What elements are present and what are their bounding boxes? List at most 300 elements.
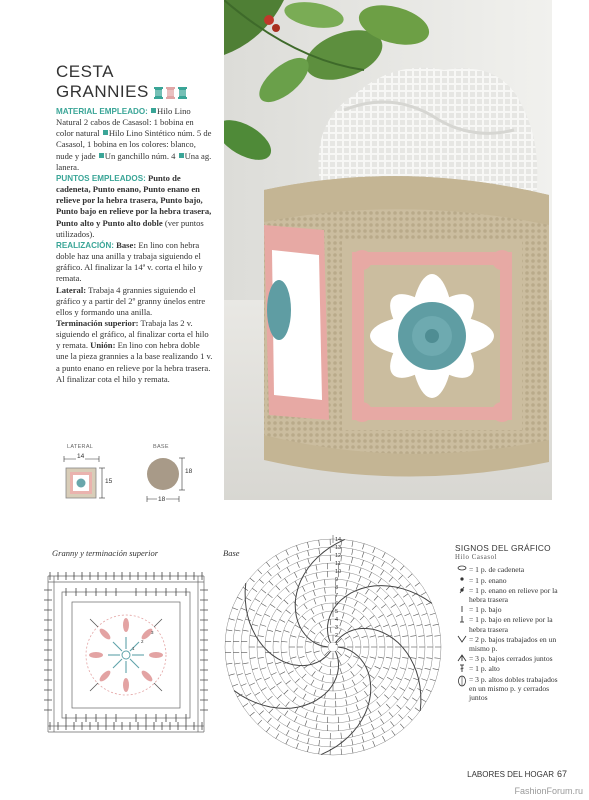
stitch-tick	[260, 668, 266, 670]
round-number: 2	[335, 633, 339, 639]
stitch-tick	[382, 561, 385, 566]
watermark: FashionForum.ru	[514, 786, 583, 796]
magazine-name: LABORES DEL HOGAR	[467, 770, 554, 779]
stitch-tick	[381, 719, 384, 724]
stitch-tick	[252, 668, 258, 670]
material-item-2: Hilo Lino Sintético núm. 5 de Casasol, 1 bobina en los colores: blanco, nude y jade	[56, 128, 212, 161]
bullet-icon	[179, 153, 184, 158]
round-number: 4	[335, 617, 339, 623]
stitch-tick	[383, 625, 389, 627]
stitch-tick	[302, 616, 306, 620]
stitch-tick	[355, 696, 358, 702]
stitch-tick	[322, 676, 324, 682]
stitch-tick	[276, 586, 280, 590]
stitch-tick	[312, 671, 316, 676]
stitch-tick	[430, 679, 436, 681]
material-item-3: Un ganchillo núm. 4	[104, 150, 176, 161]
stitch-tick	[250, 658, 256, 659]
stitch-tick	[394, 696, 399, 700]
stitch-tick	[352, 747, 353, 753]
stitch-tick	[297, 562, 299, 568]
granny-chart-title: Granny y terminación superior	[52, 548, 159, 558]
stitch-tick	[399, 714, 403, 718]
stitch-tick	[324, 580, 325, 586]
stitch-tick	[394, 594, 399, 598]
stitch-tick	[286, 702, 290, 707]
stitch-tick	[352, 739, 353, 745]
stitch-tick	[280, 672, 285, 675]
stitch-tick	[275, 630, 281, 632]
round-number: 8	[335, 585, 339, 591]
stitch-tick	[235, 663, 241, 664]
stitch-tick	[278, 574, 282, 579]
stitch-tick	[319, 732, 320, 738]
stitch-tick	[319, 623, 322, 628]
round-number: 7	[335, 593, 339, 599]
stitch-tick	[345, 691, 347, 697]
stitch-tick	[391, 604, 396, 607]
stitch-tick	[295, 679, 299, 683]
base-text: En lino con hebra doble haz una anilla y trabaja siguiendo el gráfico. Al finalizar la 14ª v. corta el hilo y remata.	[56, 239, 203, 284]
stitch-tick	[409, 688, 414, 691]
stitch-tick	[366, 589, 369, 594]
single-crochet-symbol-icon	[455, 605, 469, 614]
stitch-tick	[322, 613, 324, 619]
stitch-tick	[232, 684, 238, 686]
stitch-tick	[418, 658, 424, 659]
stitch-tick	[362, 560, 364, 566]
stitch-tick	[308, 550, 310, 556]
stitch-tick	[310, 631, 315, 635]
stitch-tick	[261, 603, 266, 606]
size-schematics	[58, 454, 208, 506]
increase-line	[336, 628, 421, 711]
stitch-tick	[295, 581, 298, 586]
bullet-icon	[103, 130, 108, 135]
slip-stitch-relief-symbol-icon	[455, 586, 469, 595]
svg-text:2: 2	[141, 639, 144, 644]
legend-item	[455, 586, 565, 604]
stitch-tick	[304, 604, 307, 609]
stitch-tick	[373, 548, 375, 554]
stitch-tick	[403, 594, 408, 598]
stitch-tick	[386, 657, 392, 658]
stitch-tick	[338, 717, 339, 723]
stitch-tick	[364, 598, 368, 603]
stitch-tick	[378, 636, 384, 637]
stitch-tick	[287, 567, 290, 572]
stitch-tick	[325, 701, 326, 707]
increase-line	[234, 651, 339, 708]
stitch-tick	[278, 716, 282, 721]
stitch-tick	[362, 552, 364, 558]
stitch-tick	[386, 704, 390, 708]
stitch-tick	[286, 680, 291, 684]
slip-stitch-symbol-icon	[455, 576, 469, 585]
stitch-tick	[269, 709, 273, 713]
stitch-tick	[430, 613, 436, 615]
union-text: En lino con hebra doble une la pieza grannies a la base realizando 1 v. a punto enano en relieve por la hebra trasera. Al finalizar cota el hilo y remata.	[56, 340, 213, 384]
terminacion-label: Terminación superior:	[56, 317, 139, 328]
stitch-tick	[413, 614, 419, 616]
stitch-tick	[342, 676, 344, 682]
stitch-tick	[276, 555, 279, 560]
stitch-tick	[288, 620, 293, 623]
stitch-tick	[294, 688, 298, 693]
base-chart-diagram	[216, 532, 452, 762]
stitch-tick	[313, 706, 315, 712]
stitch-tick	[351, 671, 355, 676]
stitch-tick	[372, 606, 376, 610]
stitch-tick	[387, 614, 392, 617]
stitch-tick	[362, 544, 364, 550]
round-number: 9	[335, 577, 339, 583]
stitch-tick	[392, 624, 398, 626]
legend-item-text: = 2 p. bajos trabajados en un mismo p.	[469, 634, 557, 654]
stitch-tick	[241, 608, 247, 610]
crochet-basket	[264, 176, 549, 476]
legend-item-text: = 1 p. alto	[469, 664, 500, 674]
puntos-heading: PUNTOS EMPLEADOS:	[56, 173, 146, 183]
stitch-tick	[229, 619, 235, 621]
stitch-tick	[433, 624, 439, 625]
page-footer	[467, 769, 567, 779]
stitch-tick	[425, 624, 431, 625]
stitch-tick	[359, 712, 361, 718]
stitch-tick	[345, 597, 347, 603]
stitch-tick	[319, 740, 320, 746]
stitch-tick	[320, 632, 324, 637]
puntos-note: (ver puntos utilizados).	[56, 217, 204, 239]
material-heading: MATERIAL EMPLEADO:	[56, 107, 148, 116]
stitch-tick	[267, 630, 273, 632]
stitch-tick	[287, 722, 290, 727]
stitch-tick	[340, 620, 342, 626]
round-number: 12	[335, 553, 342, 559]
double-crochet-symbol-icon	[455, 664, 469, 673]
stitch-tick	[370, 675, 375, 679]
stitch-tick	[265, 641, 271, 642]
stitch-tick	[405, 614, 411, 616]
lateral-height: 15	[105, 478, 113, 485]
stitch-tick	[319, 748, 320, 754]
legend-item-text: = 1 p. bajo	[469, 605, 502, 615]
stitch-tick	[360, 674, 364, 678]
stitch-tick	[245, 673, 251, 675]
stitch-tick	[418, 636, 424, 637]
stitch-tick	[284, 630, 290, 632]
stitch-tick	[369, 572, 372, 577]
stitch-tick	[314, 651, 320, 653]
stitch-tick	[319, 540, 320, 546]
stitch-tick	[339, 660, 342, 666]
stitch-tick	[243, 630, 249, 631]
page-title	[56, 62, 206, 102]
stitch-tick	[387, 677, 392, 680]
stitch-tick	[345, 655, 350, 658]
stitch-tick	[362, 745, 364, 751]
stitch-tick	[355, 592, 358, 598]
stitch-tick	[389, 577, 393, 582]
round-number: 6	[335, 601, 339, 607]
legend-item	[455, 654, 565, 663]
stitch-tick	[311, 680, 314, 685]
stitch-tick	[378, 615, 383, 618]
stitch-tick	[295, 666, 300, 669]
stitch-tick	[249, 683, 255, 686]
stitch-tick	[382, 728, 385, 733]
stitch-tick	[316, 715, 317, 721]
stitch-tick	[313, 582, 315, 588]
yarn-spools-icon	[153, 87, 189, 99]
legend-items	[455, 565, 565, 702]
stitch-tick	[390, 568, 394, 573]
stitch-tick	[258, 720, 262, 724]
stitch-tick	[340, 668, 342, 674]
stitch-tick	[268, 594, 273, 598]
increase-line	[245, 583, 330, 666]
stitch-tick	[382, 553, 385, 558]
stitch-tick	[341, 741, 342, 747]
stitch-tick	[316, 573, 317, 579]
round-number: 1	[335, 641, 339, 647]
stitch-tick	[349, 573, 350, 579]
stitch-tick	[249, 609, 255, 612]
stitch-tick	[241, 684, 247, 686]
stitch-tick	[271, 673, 277, 676]
stitch-tick	[245, 619, 251, 621]
stitch-tick	[270, 686, 275, 689]
round-number: 11	[335, 561, 341, 567]
stitch-tick	[314, 599, 316, 605]
stitch-tick	[322, 684, 324, 690]
stitch-tick	[370, 636, 376, 638]
stitch-tick	[330, 669, 331, 675]
stitch-tick	[286, 610, 291, 614]
stitch-tick	[265, 677, 270, 680]
stitch-tick	[360, 616, 364, 620]
legend-item	[455, 605, 565, 614]
legend-item	[455, 615, 565, 633]
chart-legend	[455, 544, 565, 703]
stitch-tick	[319, 548, 320, 554]
stitch-tick	[400, 603, 405, 606]
union-label: Unión:	[90, 340, 116, 351]
stitch-tick	[375, 625, 381, 628]
material-item-1: Hilo Lino Natural 2 cabos de Casasol: 1 bobina en color natural	[56, 106, 194, 139]
stitch-tick	[402, 636, 408, 637]
stitch-tick	[226, 630, 232, 631]
stitch-tick	[372, 684, 376, 688]
stitch-tick	[325, 596, 326, 602]
stitch-tick	[352, 680, 355, 685]
stitch-tick	[422, 679, 428, 681]
chain-symbol-icon	[455, 565, 469, 574]
stitch-tick	[295, 708, 298, 713]
round-number: 10	[335, 569, 342, 575]
stitch-tick	[410, 636, 416, 637]
stitch-tick	[325, 588, 326, 594]
stitch-tick	[299, 636, 305, 638]
stitch-tick	[370, 616, 375, 620]
stitch-tick	[371, 724, 374, 729]
stitch-tick	[284, 600, 288, 604]
stitch-tick	[256, 614, 262, 616]
legend-subtitle: Hilo Casasol	[455, 554, 498, 562]
stitch-tick	[286, 730, 289, 735]
stitch-tick	[258, 657, 264, 658]
stitch-tick	[291, 636, 297, 638]
puntos-paragraph	[56, 173, 213, 240]
stitch-tick	[261, 589, 266, 593]
legend-item	[455, 664, 565, 673]
lateral-width: 14	[77, 453, 85, 460]
stitch-tick	[296, 545, 298, 551]
stitch-tick	[270, 604, 275, 607]
stitch-tick	[434, 658, 440, 659]
increase-line	[328, 586, 433, 643]
stitch-tick	[281, 641, 287, 642]
stitch-tick	[421, 699, 426, 702]
stitch-tick	[373, 741, 375, 747]
base-height: 18	[185, 468, 193, 475]
round-number: 13	[335, 545, 342, 551]
stitch-tick	[252, 624, 258, 626]
stitch-tick	[299, 656, 305, 658]
stitch-tick	[416, 625, 422, 626]
stitch-tick	[330, 619, 331, 625]
stitch-tick	[378, 657, 384, 658]
stitch-tick	[327, 571, 328, 577]
stitch-tick	[372, 556, 375, 562]
stitch-tick	[359, 568, 361, 574]
stitch-tick	[426, 689, 431, 692]
stitch-tick	[307, 746, 308, 752]
stitch-tick	[346, 581, 347, 587]
stitch-tick	[377, 702, 381, 707]
stitch-tick	[280, 620, 285, 623]
stitch-tick	[260, 625, 266, 627]
single-crochet-relief-symbol-icon	[455, 615, 469, 624]
stitch-tick	[286, 550, 289, 555]
stitch-tick	[381, 686, 386, 690]
stitch-tick	[276, 734, 279, 739]
stitch-tick	[356, 705, 358, 711]
stitch-tick	[345, 636, 350, 639]
instructions-text	[56, 106, 213, 385]
legend-item	[455, 635, 565, 653]
legend-item	[455, 576, 565, 585]
stitch-tick	[421, 592, 426, 595]
stitch-tick	[371, 565, 374, 570]
stitch-tick	[266, 562, 270, 567]
realizacion-paragraph	[56, 240, 213, 285]
stitch-tick	[375, 666, 381, 669]
stitch-tick	[246, 693, 251, 696]
stitch-tick	[261, 688, 266, 691]
stitch-tick	[304, 685, 307, 690]
stitch-tick	[243, 703, 248, 706]
round-number: 3	[335, 625, 339, 631]
stitch-tick	[229, 674, 235, 676]
svg-text:1: 1	[132, 646, 135, 651]
stitch-tick	[348, 663, 352, 668]
stitch-tick	[409, 604, 414, 607]
stitch-tick	[261, 701, 266, 705]
base-width: 18	[158, 496, 166, 503]
legend-item	[455, 675, 565, 703]
stitch-tick	[294, 572, 297, 577]
stitch-tick	[356, 584, 358, 590]
stitch-tick	[422, 613, 428, 615]
stitch-tick	[302, 674, 306, 678]
stitch-tick	[307, 542, 308, 548]
stitch-tick	[342, 613, 344, 619]
stitch-tick	[400, 688, 405, 691]
stitch-tick	[319, 556, 320, 562]
stitch-tick	[389, 712, 393, 717]
granny-chart-diagram	[40, 566, 212, 742]
stitch-tick	[250, 636, 256, 637]
lateral-label: Lateral:	[56, 284, 87, 295]
stitch-tick	[284, 690, 288, 694]
stitch-tick	[297, 735, 299, 741]
stitch-tick	[372, 733, 375, 739]
stitch-tick	[256, 678, 262, 680]
stitch-tick	[330, 661, 331, 667]
svg-text:3: 3	[151, 630, 154, 635]
stitch-tick	[243, 663, 249, 664]
stitch-tick	[304, 626, 309, 630]
stitch-tick	[258, 636, 264, 637]
stitch-tick	[378, 578, 381, 583]
stitch-tick	[408, 574, 413, 578]
legend-item-text: = 1 p. enano	[469, 575, 507, 585]
stitch-tick	[349, 565, 350, 571]
stitch-tick	[269, 581, 273, 585]
stitch-tick	[377, 588, 381, 593]
stitch-tick	[286, 588, 290, 593]
stitch-tick	[286, 739, 289, 744]
stitch-tick	[415, 708, 420, 712]
basket-photo-illustration	[224, 0, 552, 500]
stitch-tick	[381, 570, 384, 575]
round-number: 5	[335, 609, 339, 615]
stitch-tick	[400, 668, 406, 670]
stitch-tick	[259, 711, 263, 715]
stitch-tick	[362, 636, 368, 638]
stitch-tick	[396, 614, 401, 617]
base-label: Base:	[116, 239, 137, 250]
stitch-tick	[237, 597, 242, 600]
stitch-tick	[355, 601, 358, 606]
stitch-tick	[277, 565, 280, 570]
stitch-tick	[314, 690, 316, 696]
stitch-tick	[355, 688, 358, 693]
stitch-tick	[343, 605, 345, 611]
cluster-symbol-icon	[455, 675, 469, 684]
stitch-tick	[366, 625, 371, 628]
material-item-4: Una ag. lanera.	[56, 150, 212, 172]
stitch-tick	[226, 663, 232, 664]
stitch-tick	[400, 566, 404, 571]
stitch-tick	[346, 589, 347, 595]
stitch-tick	[425, 668, 431, 669]
stitch-tick	[303, 595, 306, 600]
stitch-tick	[339, 629, 342, 635]
stitch-tick	[368, 708, 371, 713]
stitch-tick	[306, 652, 312, 653]
